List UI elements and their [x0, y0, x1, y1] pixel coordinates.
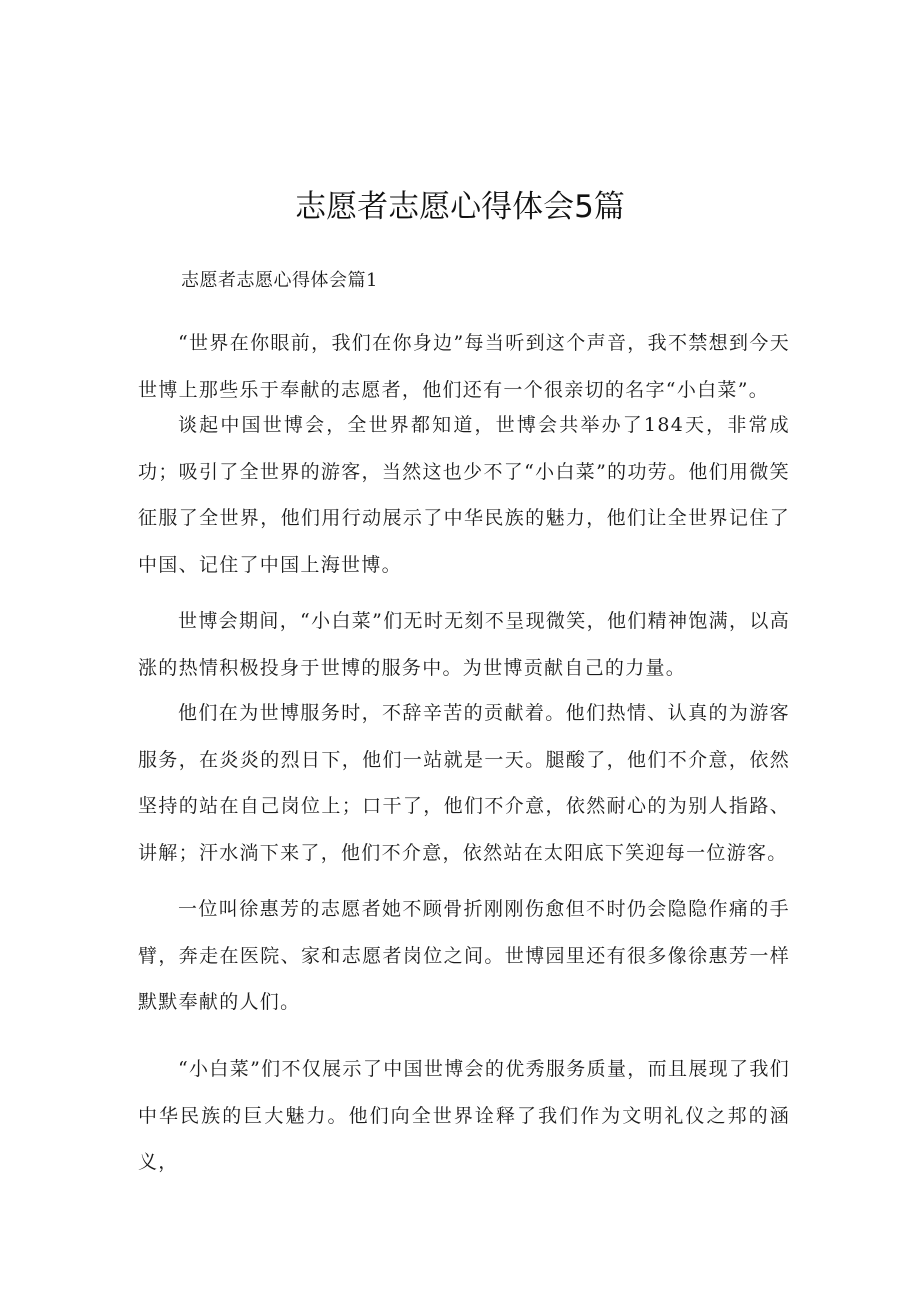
paragraph-6: “小白菜”们不仅展示了中国世博会的优秀服务质量，而且展现了我们中华民族的巨大魅力。他们向全世界诠释了我们作为文明礼仪之邦的涵义， — [138, 1058, 790, 1173]
paragraph-1: “世界在你眼前，我们在你身边”每当听到这个声音，我不禁想到今天世博上那些乐于奉献的志愿者，他们还有一个很亲切的名字“小白菜”。 — [138, 332, 790, 401]
paragraph-5: 一位叫徐惠芳的志愿者她不顾骨折刚刚伤愈但不时仍会隐隐作痛的手臂，奔走在医院、家和志愿者岗位之间。世博园里还有很多像徐惠芳一样默默奉献的人们。 — [138, 898, 790, 1013]
paragraph-3: 世博会期间，“小白菜”们无时无刻不呈现微笑，他们精神饱满，以高涨的热情积极投身于世博的服务中。为世博贡献自己的力量。 — [138, 610, 790, 679]
paragraph-4: 他们在为世博服务时，不辞辛苦的贡献着。他们热情、认真的为游客服务，在炎炎的烈日下，他们一站就是一天。腿酸了，他们不介意，依然坚持的站在自己岗位上；口干了，他们不介意，依然耐心的为别人指路、讲解；汗水淌下来了，他们不介意，依然站在太阳底下笑迎每一位游客。 — [138, 702, 790, 864]
document-title: 志愿者志愿心得体会5篇 — [295, 188, 625, 225]
paragraph-2: 谈起中国世博会，全世界都知道，世博会共举办了184天，非常成功；吸引了全世界的游客，当然这也少不了“小白菜”的功劳。他们用微笑征服了全世界，他们用行动展示了中华民族的魅力，他们让全世界记住了中国、记住了中国上海世博。 — [138, 414, 790, 576]
section-heading: 志愿者志愿心得体会篇1 — [181, 270, 378, 291]
